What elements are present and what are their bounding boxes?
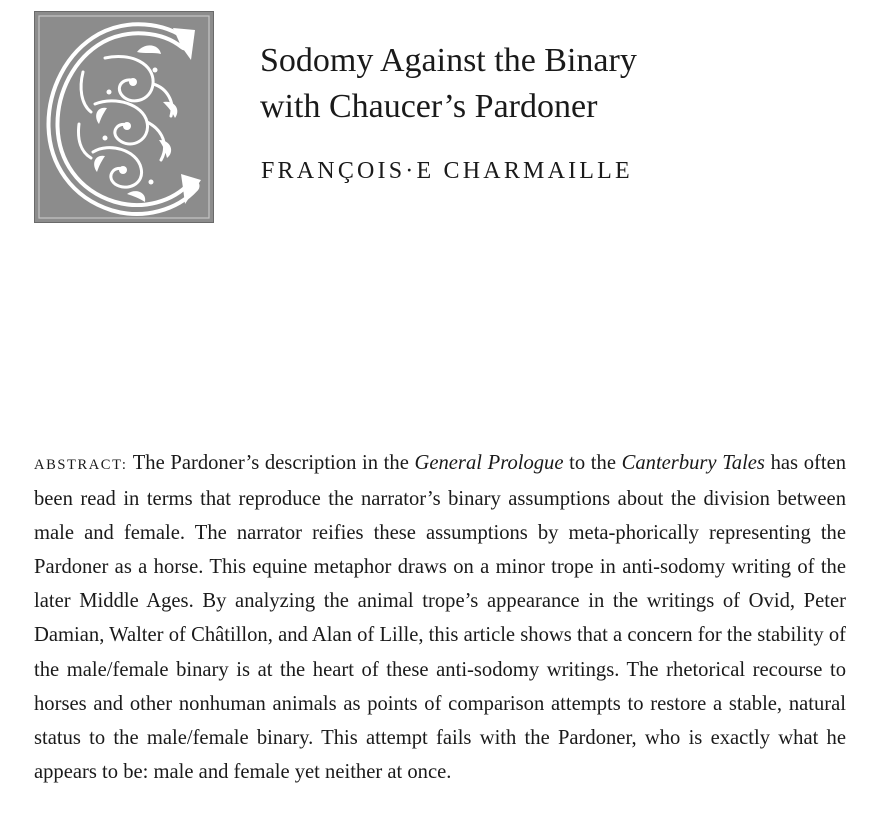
article-title bbox=[260, 38, 637, 130]
article-title-line-2: with Chaucer’s Pardoner bbox=[260, 88, 598, 125]
abstract-text-2: to the bbox=[563, 452, 622, 474]
ornament-c-icon bbox=[35, 12, 213, 222]
abstract-label: ABSTRACT: bbox=[34, 457, 128, 473]
work-title-canterbury-tales: Canterbury Tales bbox=[621, 452, 765, 474]
decorative-initial-c bbox=[35, 12, 213, 222]
abstract-text-1: The Pardoner’s description in the bbox=[127, 452, 415, 474]
abstract-paragraph bbox=[34, 446, 846, 789]
work-title-general-prologue: General Prologue bbox=[414, 452, 564, 474]
article-title-line-1: Sodomy Against the Binary bbox=[260, 42, 637, 79]
author-name: FRANÇOIS·E CHARMAILLE bbox=[261, 158, 633, 184]
abstract-text-3: has often been read in terms that reproduce the narrator’s binary assumptions about the division between male and female. The narrator reifies these assumptions by meta-phorically representing the Pardoner as a horse. This equine metaphor draws on a minor trope in anti-sodomy writing of the later Middle Ages. By analyzing the animal trope’s appearance in the writings of Ovid, Peter Damian, Walter of Châtillon, and Alan of Lille, this article shows that a concern for the stability of the male/female binary is at the heart of these anti-sodomy writings. The rhetorical recourse to horses and other nonhuman animals as points of comparison attempts to restore a stable, natural status to the male/female binary. This attempt fails with the Pardoner, who is exactly what he appears to be: male and female yet neither at once. bbox=[34, 452, 847, 783]
